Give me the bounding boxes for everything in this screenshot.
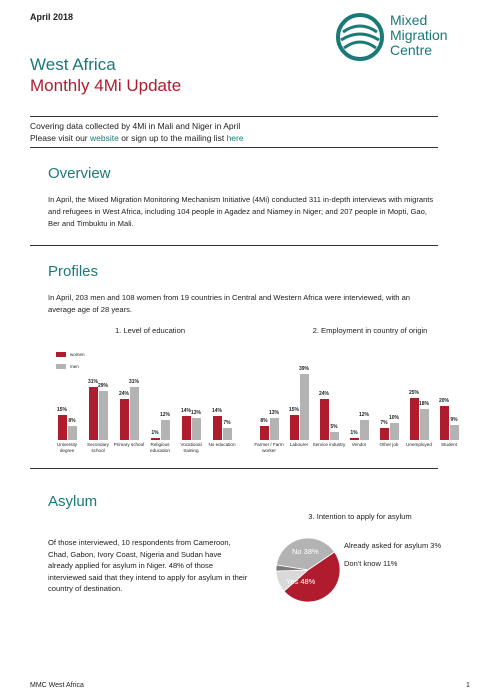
bar-men-3	[161, 420, 170, 440]
value-label-men-5: 18%	[418, 401, 429, 408]
pie-label-1: Yes 48%	[286, 577, 316, 586]
bar-women-6	[440, 406, 449, 440]
divider	[30, 468, 438, 469]
website-link[interactable]: website	[90, 133, 119, 143]
value-label-women-3: 1%	[350, 430, 358, 437]
bar-women-0	[260, 426, 269, 440]
bar-women-3	[151, 438, 160, 440]
bar-men-2	[130, 387, 139, 440]
category-label-6: Student	[441, 442, 457, 447]
value-label-men-2: 31%	[128, 379, 139, 386]
value-label-men-3: 12%	[358, 411, 369, 418]
value-label-men-4: 10%	[388, 415, 399, 421]
category-label-0: University degree	[56, 442, 78, 453]
bar-men-1	[300, 374, 309, 440]
profiles-text: In April, 203 men and 108 women from 19 countries in Central and Western Africa were interviewed, with an average age of 28 years.	[48, 293, 411, 314]
category-label-5: No education	[208, 442, 236, 447]
value-label-men-4: 13%	[190, 409, 201, 416]
category-label-2: Primary school	[113, 442, 145, 447]
bar-women-1	[89, 387, 98, 440]
legend-men-label: men	[70, 364, 79, 369]
bar-women-2	[120, 399, 129, 440]
category-label-2: Service industry	[312, 442, 346, 447]
legend-women-swatch	[56, 352, 66, 357]
category-label-3: Religious education	[150, 442, 170, 453]
page-number: 1	[466, 682, 470, 689]
category-label-4: Other job	[379, 442, 399, 447]
value-label-women-4: 14%	[180, 408, 191, 415]
pie-label-2: Already asked for asylum 3%	[344, 541, 442, 550]
category-label-1: Labourer	[289, 442, 309, 447]
mmc-logo	[335, 12, 485, 72]
value-label-men-5: 7%	[223, 420, 231, 427]
category-label-0: Farmer / Farm worker	[254, 442, 284, 453]
legend-men-swatch	[56, 364, 66, 369]
value-label-men-0: 8%	[68, 418, 76, 425]
value-label-men-3: 12%	[159, 411, 170, 418]
bar-men-1	[99, 391, 108, 440]
bar-men-4	[390, 423, 399, 440]
education-chart-title: 1. Level of education	[114, 326, 186, 335]
logo-text: Mixed Migration Centre	[390, 12, 448, 58]
value-label-women-4: 7%	[380, 420, 388, 427]
report-date: April 2018	[30, 12, 74, 22]
asylum-pie-chart	[270, 528, 470, 618]
bar-women-1	[290, 415, 299, 441]
bar-women-4	[380, 428, 389, 440]
value-label-women-3: 1%	[151, 430, 159, 437]
mailing-list-link[interactable]: here	[226, 133, 244, 143]
region-title: West Africa	[30, 55, 116, 74]
profiles-heading: Profiles	[48, 263, 99, 280]
legend-women-label: women	[70, 352, 85, 357]
bar-women-2	[320, 399, 329, 440]
value-label-women-2: 24%	[318, 391, 329, 398]
value-label-men-6: 9%	[450, 416, 458, 423]
bar-men-6	[450, 425, 459, 440]
intro-text: Covering data collected by 4Mi in Mali and Niger in April Please visit our website or sign up to the mailing list here	[30, 121, 244, 143]
page-title: Monthly 4Mi Update	[30, 76, 182, 95]
value-label-women-5: 25%	[408, 389, 419, 396]
bar-men-0	[68, 426, 77, 440]
asylum-chart-title: 3. Intention to apply for asylum	[308, 512, 412, 521]
bar-men-0	[270, 418, 279, 440]
pie-label-0: No 38%	[292, 547, 319, 556]
category-label-1: Secondary school	[87, 442, 109, 453]
value-label-women-5: 14%	[211, 408, 222, 415]
category-label-5: Unemployed	[406, 442, 432, 447]
bar-men-5	[223, 428, 232, 440]
overview-text: In April, the Mixed Migration Monitoring Mechanism Initiative (4Mi) conducted 311 in-depth interviews with migrants and refugees in West Africa, including 104 people in Agadez and Niamey in Niger; and 207 people in Mopti, Gao, Ber and Timbuktu in Mali.	[48, 195, 434, 228]
bar-women-3	[350, 438, 359, 440]
value-label-men-2: 5%	[330, 423, 338, 430]
value-label-men-1: 39%	[298, 365, 309, 372]
footer-label: MMC West Africa	[30, 682, 84, 689]
divider	[30, 116, 438, 117]
bar-women-4	[182, 416, 191, 440]
overview-heading: Overview	[48, 165, 111, 182]
asylum-heading: Asylum	[48, 493, 98, 510]
value-label-women-1: 31%	[87, 379, 98, 386]
value-label-women-0: 8%	[260, 418, 268, 425]
bar-men-3	[360, 420, 369, 440]
value-label-men-1: 29%	[97, 382, 108, 389]
value-label-women-6: 20%	[438, 398, 449, 404]
employment-chart-title: 2. Employment in country of origin	[312, 326, 428, 335]
value-label-women-0: 15%	[56, 406, 67, 413]
bar-men-2	[330, 432, 339, 441]
asylum-text: Of those interviewed, 10 respondents from Cameroon, Chad, Gabon, Ivory Coast, Nigeria and Sudan have already applied for asylum in Niger. 48% of those interviewed said that they intend to apply for asylum in their country of destination.	[48, 538, 248, 593]
category-label-3: Vendor	[351, 442, 367, 447]
value-label-women-2: 24%	[118, 391, 129, 398]
category-label-4: Vocational training	[180, 442, 202, 453]
bar-men-5	[420, 409, 429, 440]
value-label-men-0: 13%	[268, 409, 279, 416]
value-label-women-1: 15%	[288, 406, 299, 413]
pie-label-3: Don't know 11%	[344, 559, 398, 568]
bar-men-4	[192, 418, 201, 440]
divider	[30, 245, 438, 246]
mmc-logo-mark	[335, 12, 385, 62]
divider	[30, 147, 438, 148]
